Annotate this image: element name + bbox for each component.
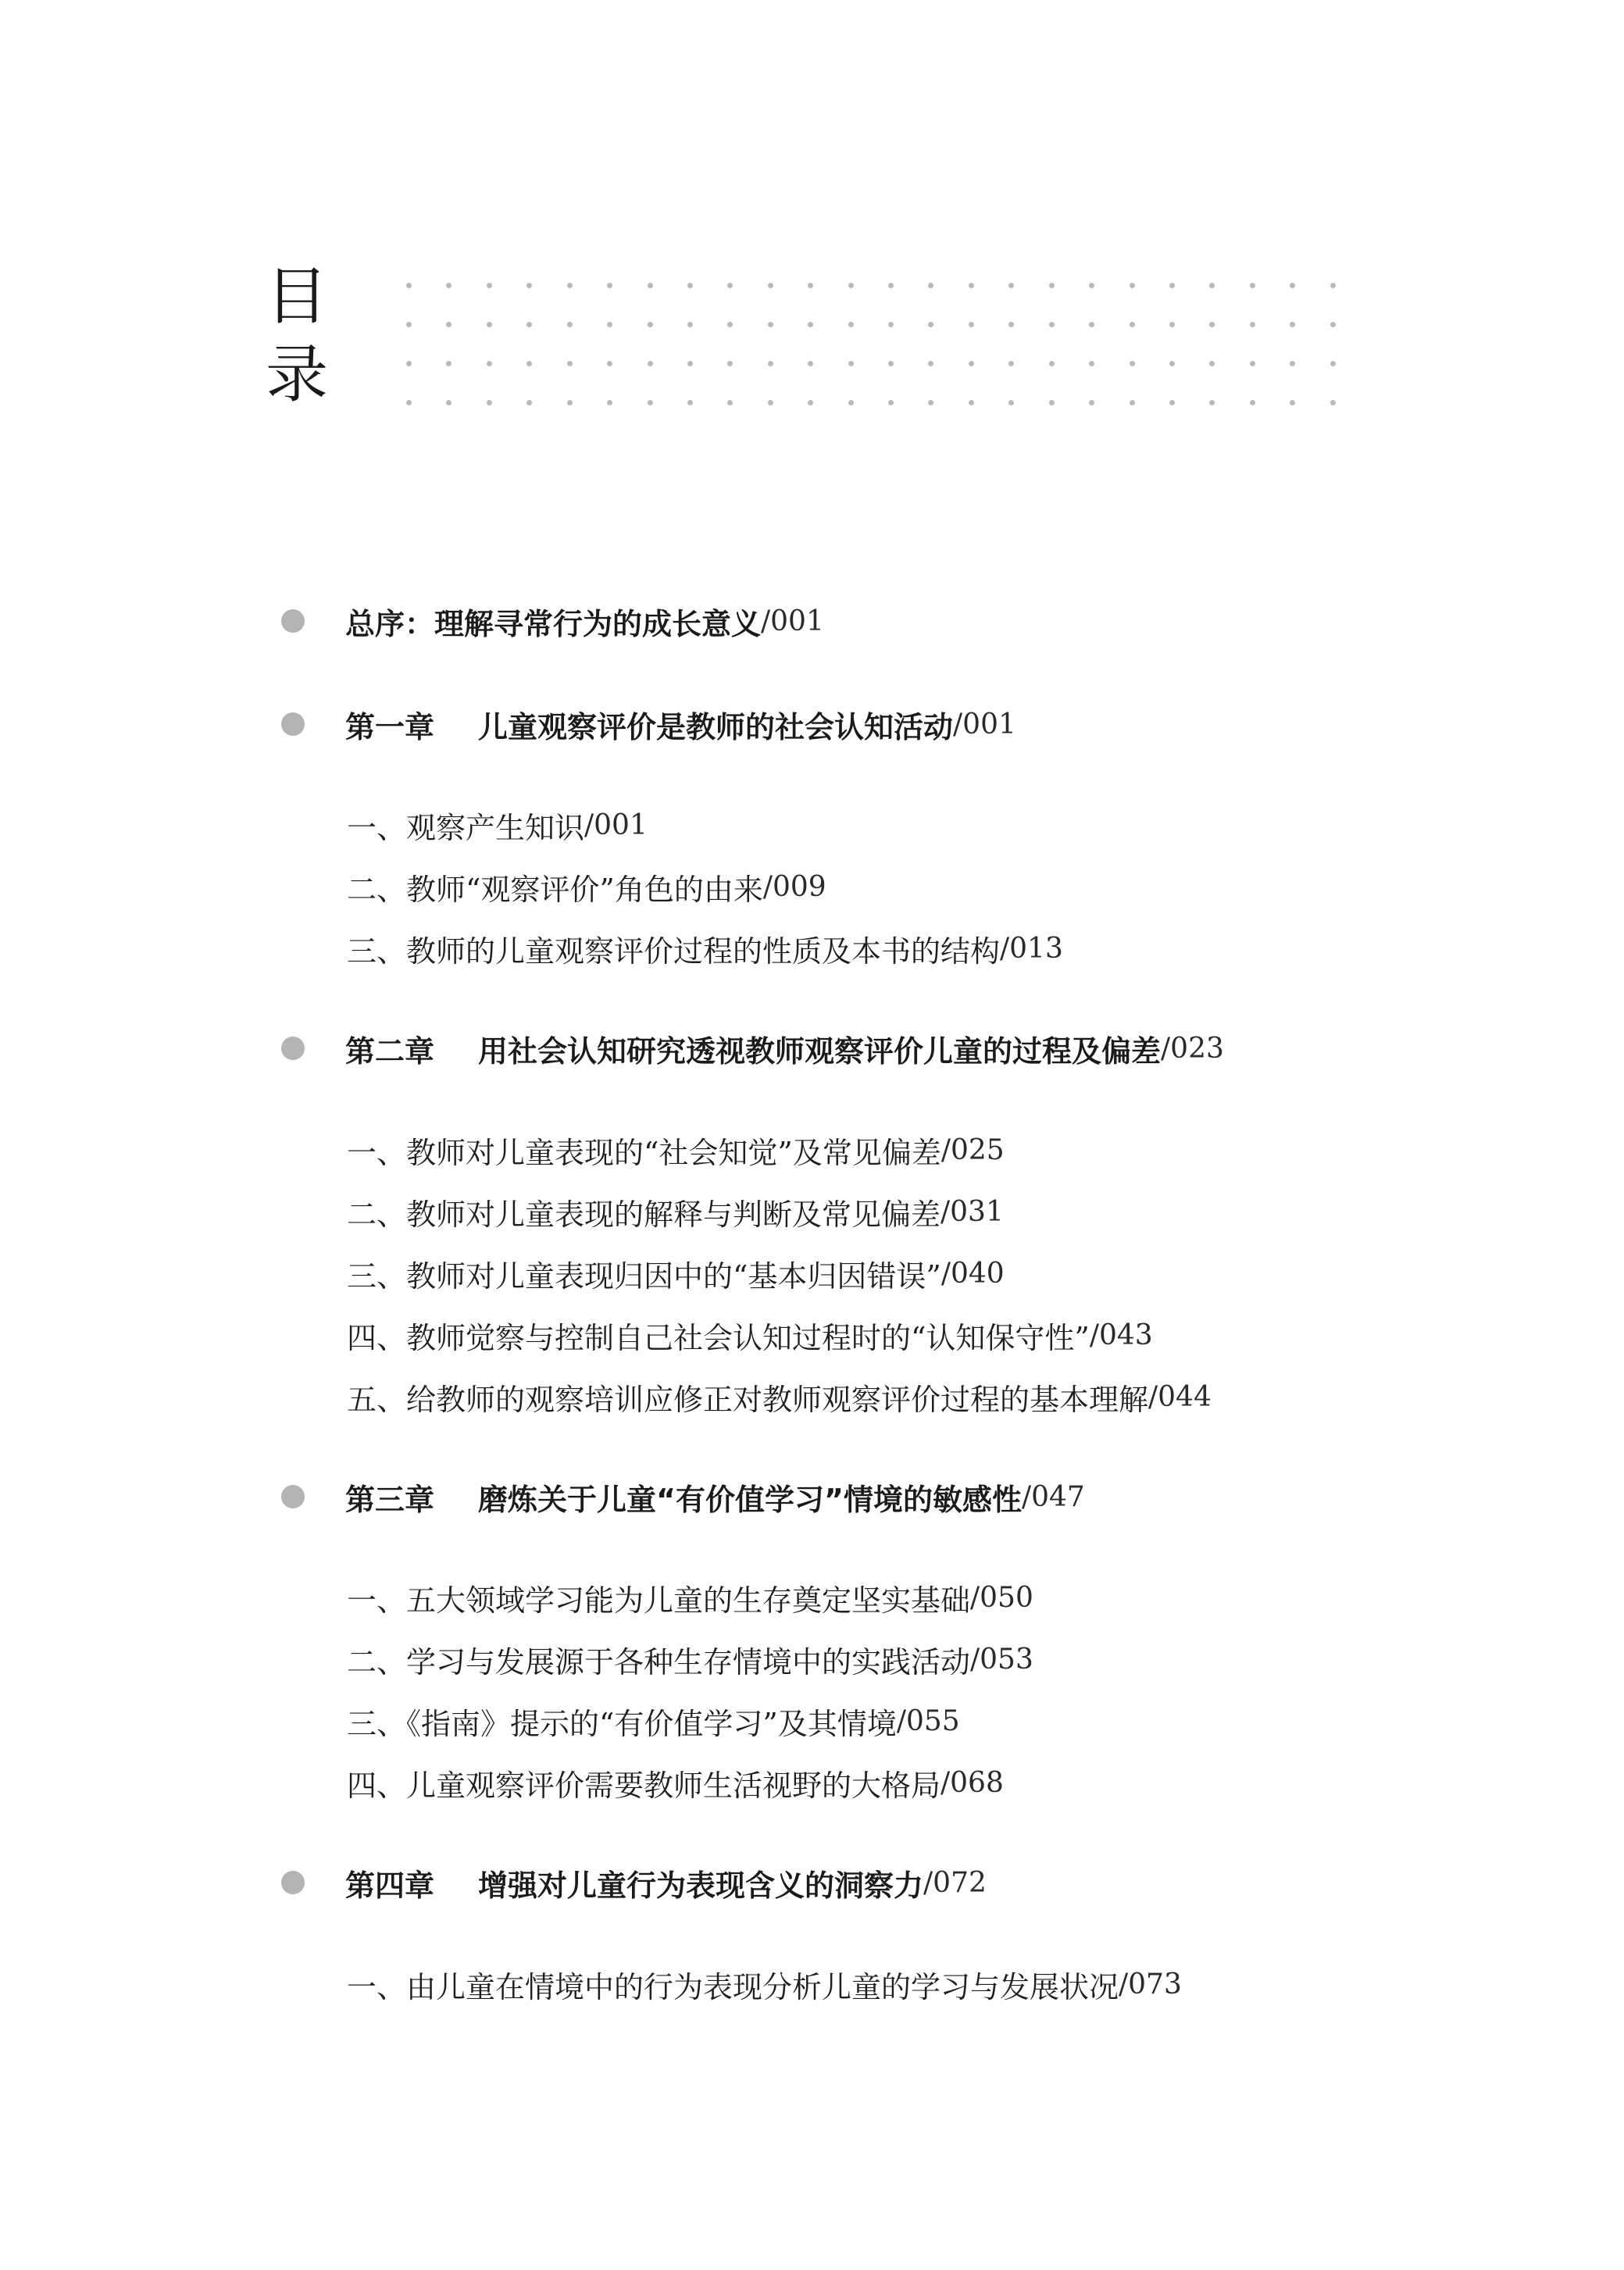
dot [1089, 400, 1094, 405]
dot [526, 400, 532, 405]
dot [607, 283, 612, 288]
chapter-title: 增强对儿童行为表现含义的洞察力 [478, 1868, 924, 1903]
section-page: /013 [1000, 932, 1063, 965]
chapter-number: 第三章 [345, 1482, 435, 1517]
dot [768, 283, 773, 288]
chapter-title: 用社会认知研究透视教师观察评价儿童的过程及偏差 [478, 1033, 1162, 1069]
dot [406, 361, 412, 366]
dot [1169, 400, 1175, 405]
dot [928, 400, 933, 405]
dot [648, 361, 653, 366]
dot [1290, 322, 1295, 327]
section-page: /068 [940, 1766, 1004, 1799]
section-page: /001 [584, 808, 648, 841]
dot [1250, 400, 1255, 405]
toc-chapter-2[interactable] [281, 1025, 1224, 1072]
toc-chapter-1[interactable] [281, 701, 1016, 748]
section-page: /043 [1089, 1319, 1153, 1351]
bullet-icon [281, 1485, 305, 1508]
chapter-number: 第二章 [345, 1033, 435, 1069]
dot [526, 361, 532, 366]
toc-preface[interactable] [281, 598, 824, 644]
dot [1008, 283, 1014, 288]
toc-section[interactable] [347, 1373, 1212, 1420]
dot [526, 283, 532, 288]
dot [446, 283, 452, 288]
dot [406, 322, 412, 327]
bullet-icon [281, 609, 305, 633]
dot [1290, 283, 1295, 288]
dot [1169, 322, 1175, 327]
toc-section[interactable] [347, 1188, 1004, 1235]
dot [808, 283, 813, 288]
section-title: 一、由儿童在情境中的行为表现分析儿童的学习与发展状况 [347, 1969, 1119, 2004]
dot [487, 361, 492, 366]
dot [1089, 283, 1094, 288]
dot [1130, 400, 1135, 405]
dot [1130, 361, 1135, 366]
dot [1330, 283, 1336, 288]
dot [607, 400, 612, 405]
dot [768, 400, 773, 405]
dot [888, 400, 894, 405]
dot [567, 361, 573, 366]
section-title: 一、五大领域学习能为儿童的生存奠定坚实基础 [347, 1583, 971, 1618]
chapter-page: /072 [923, 1866, 987, 1899]
chapter-title: 儿童观察评价是教师的社会认知活动 [478, 709, 954, 744]
dot [406, 283, 412, 288]
dot [607, 322, 612, 327]
bullet-icon [281, 1037, 305, 1060]
dot [446, 322, 452, 327]
toc-heading-char-2: 录 [266, 338, 328, 411]
preface-page: /001 [761, 605, 824, 637]
dot [1049, 400, 1055, 405]
chapter-number: 第四章 [345, 1868, 435, 1903]
dot [808, 400, 813, 405]
dot [969, 283, 974, 288]
dot [567, 283, 573, 288]
dot [1169, 283, 1175, 288]
toc-section[interactable] [347, 1759, 1004, 1806]
section-title: 二、教师“观察评价”角色的由来 [347, 872, 763, 907]
toc-heading-char-1: 目 [266, 260, 328, 333]
decorative-dot-grid [406, 283, 1336, 412]
dot [1290, 400, 1295, 405]
dot [727, 322, 733, 327]
toc-section[interactable] [347, 1961, 1182, 2008]
section-title: 二、学习与发展源于各种生存情境中的实践活动 [347, 1644, 971, 1679]
toc-section[interactable] [347, 1250, 1005, 1297]
dot [1049, 283, 1055, 288]
toc-chapter-3[interactable] [281, 1473, 1085, 1520]
dot [1089, 361, 1094, 366]
dot [1008, 400, 1014, 405]
section-page: /073 [1119, 1968, 1182, 2001]
dot [888, 322, 894, 327]
section-title: 四、儿童观察评价需要教师生活视野的大格局 [347, 1768, 941, 1803]
dot [848, 322, 854, 327]
dot [969, 322, 974, 327]
dot [1008, 322, 1014, 327]
section-title: 一、观察产生知识 [347, 810, 585, 845]
section-page: /055 [896, 1704, 960, 1737]
section-page: /044 [1148, 1380, 1212, 1413]
dot [1008, 361, 1014, 366]
section-title: 三、教师对儿童表现归因中的“基本归因错误” [347, 1258, 941, 1294]
dot [487, 283, 492, 288]
toc-section[interactable] [347, 1574, 1033, 1621]
dot [808, 361, 813, 366]
section-page: /025 [940, 1133, 1005, 1166]
bullet-icon [281, 712, 305, 736]
toc-section[interactable] [347, 1697, 960, 1744]
dot [848, 400, 854, 405]
dot [648, 283, 653, 288]
section-page: /050 [970, 1581, 1033, 1614]
dot [1250, 361, 1255, 366]
dot [1130, 283, 1135, 288]
section-title: 二、教师对儿童表现的解释与判断及常见偏差 [347, 1197, 941, 1232]
dot [969, 361, 974, 366]
chapter-page: /047 [1021, 1480, 1085, 1513]
chapter-title: 磨炼关于儿童“有价值学习”情境的敏感性 [478, 1482, 1022, 1517]
dot [1330, 361, 1336, 366]
toc-section[interactable] [347, 1312, 1153, 1358]
dot [1209, 322, 1215, 327]
dot [1250, 322, 1255, 327]
toc-section[interactable] [347, 801, 648, 848]
dot [969, 400, 974, 405]
dot [1290, 361, 1295, 366]
section-title: 一、教师对儿童表现的“社会知觉”及常见偏差 [347, 1135, 941, 1170]
dot [888, 283, 894, 288]
section-title: 三、教师的儿童观察评价过程的性质及本书的结构 [347, 933, 1001, 969]
dot-row [406, 283, 1336, 288]
dot [768, 361, 773, 366]
section-title: 五、给教师的观察培训应修正对教师观察评价过程的基本理解 [347, 1382, 1149, 1417]
dot [1250, 283, 1255, 288]
dot-row [406, 361, 1336, 366]
dot [687, 361, 693, 366]
dot [687, 400, 693, 405]
section-page: /053 [970, 1643, 1033, 1676]
dot [1169, 361, 1175, 366]
dot [446, 400, 452, 405]
dot [526, 322, 532, 327]
dot [1330, 322, 1336, 327]
chapter-page: /001 [953, 708, 1016, 741]
dot [848, 361, 854, 366]
dot [727, 361, 733, 366]
dot [687, 322, 693, 327]
dot [768, 322, 773, 327]
dot [648, 400, 653, 405]
section-page: /040 [940, 1257, 1005, 1290]
section-page: /031 [940, 1195, 1004, 1228]
dot [928, 361, 933, 366]
dot [727, 283, 733, 288]
toc-heading [266, 258, 352, 414]
dot [928, 283, 933, 288]
dot [848, 283, 854, 288]
toc-chapter-4[interactable] [281, 1859, 987, 1906]
bullet-icon [281, 1871, 305, 1894]
dot [1330, 400, 1336, 405]
dot-row [406, 322, 1336, 327]
dot [1209, 283, 1215, 288]
toc-section[interactable] [347, 925, 1063, 972]
section-title: 四、教师觉察与控制自己社会认知过程时的“认知保守性” [347, 1320, 1090, 1355]
preface-title: 总序：理解寻常行为的成长意义 [345, 606, 762, 641]
dot [1130, 322, 1135, 327]
section-title: 三、《指南》提示的“有价值学习”及其情境 [347, 1706, 897, 1741]
dot [446, 361, 452, 366]
dot-row [406, 400, 1336, 405]
dot [1049, 361, 1055, 366]
dot [928, 322, 933, 327]
dot [487, 400, 492, 405]
toc-section[interactable] [347, 863, 826, 910]
dot [1089, 322, 1094, 327]
dot [888, 361, 894, 366]
dot [567, 322, 573, 327]
dot [406, 400, 412, 405]
chapter-number: 第一章 [345, 709, 435, 744]
dot [687, 283, 693, 288]
dot [1049, 322, 1055, 327]
dot [487, 322, 492, 327]
dot [727, 400, 733, 405]
section-page: /009 [762, 870, 826, 903]
dot [607, 361, 612, 366]
dot [1209, 361, 1215, 366]
dot [648, 322, 653, 327]
toc-section[interactable] [347, 1126, 1005, 1173]
toc-section[interactable] [347, 1636, 1033, 1683]
dot [1209, 400, 1215, 405]
dot [567, 400, 573, 405]
dot [808, 322, 813, 327]
chapter-page: /023 [1161, 1032, 1224, 1065]
